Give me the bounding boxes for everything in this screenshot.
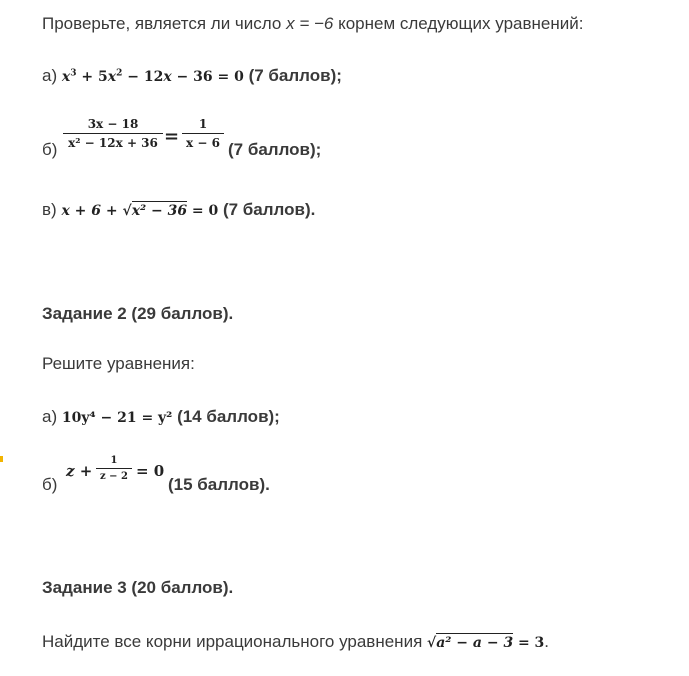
task2-b-points: (15 баллов). (168, 475, 270, 494)
task1-c-radicand: x² − 36 (131, 203, 188, 219)
task3-sqrt-sign: √ (427, 635, 437, 651)
task1-intro-math: x = −6 (286, 14, 334, 33)
task1-a-points: (7 баллов); (248, 66, 342, 85)
task1-b-right-numerator: 1 (198, 117, 208, 131)
task1-b-right-fraction (182, 117, 224, 150)
task1-c-points: (7 баллов). (222, 200, 316, 219)
task3-radicand: a² − a − 3 (436, 635, 514, 651)
task1-b-label: б) (42, 140, 58, 159)
task1-intro-prefix: Проверьте, является ли число (42, 14, 282, 33)
task1-a-equation: $x^3 + 5x^2 - 12x - 36 = 0$ (61, 68, 244, 85)
task1-item-c (42, 200, 315, 220)
task2-instruction: Решите уравнения: (42, 354, 195, 373)
task1-b-left-fraction (63, 117, 163, 150)
task2-b-z: z + (66, 462, 93, 480)
task2-a-points: (14 баллов); (177, 407, 280, 426)
task2-item-a (42, 407, 280, 427)
task1-b-left-denominator: x² − 12x + 36 (68, 136, 158, 150)
task3-period: . (544, 632, 550, 651)
task1-intro (42, 14, 583, 34)
task2-a-equation: 10y⁴ − 21 = y² (61, 410, 173, 426)
task1-b-left-numerator: 3x − 18 (87, 117, 139, 131)
task3-instruction: Найдите все корни иррационального уравнения (42, 632, 423, 651)
task1-a-label: а) (42, 66, 58, 85)
task2-a-label: а) (42, 407, 58, 426)
task2-heading: Задание 2 (29 баллов). (42, 304, 234, 323)
task3-heading: Задание 3 (20 баллов). (42, 578, 234, 597)
margin-mark (0, 456, 3, 462)
task3-instruction-line (42, 632, 549, 652)
task2-b-eq-end: = 0 (136, 462, 165, 480)
task2-b-numerator: 1 (110, 455, 118, 466)
task2-b-label: б) (42, 475, 58, 494)
task1-c-eq-before: x + 6 + √ (61, 203, 132, 219)
task1-c-label: в) (42, 200, 57, 219)
task1-b-right-denominator: x − 6 (186, 136, 220, 150)
task2-b-denominator: z − 2 (100, 471, 128, 482)
task1-b-equals: = (164, 126, 180, 147)
task1-intro-suffix: корнем следующих уравнений: (338, 14, 584, 33)
task1-item-a (42, 66, 342, 86)
task1-c-eq-after: = 0 (191, 203, 219, 219)
task1-b-points: (7 баллов); (228, 140, 322, 159)
task2-b-fraction (96, 455, 132, 482)
task3-eq-end: = 3 (517, 635, 545, 651)
